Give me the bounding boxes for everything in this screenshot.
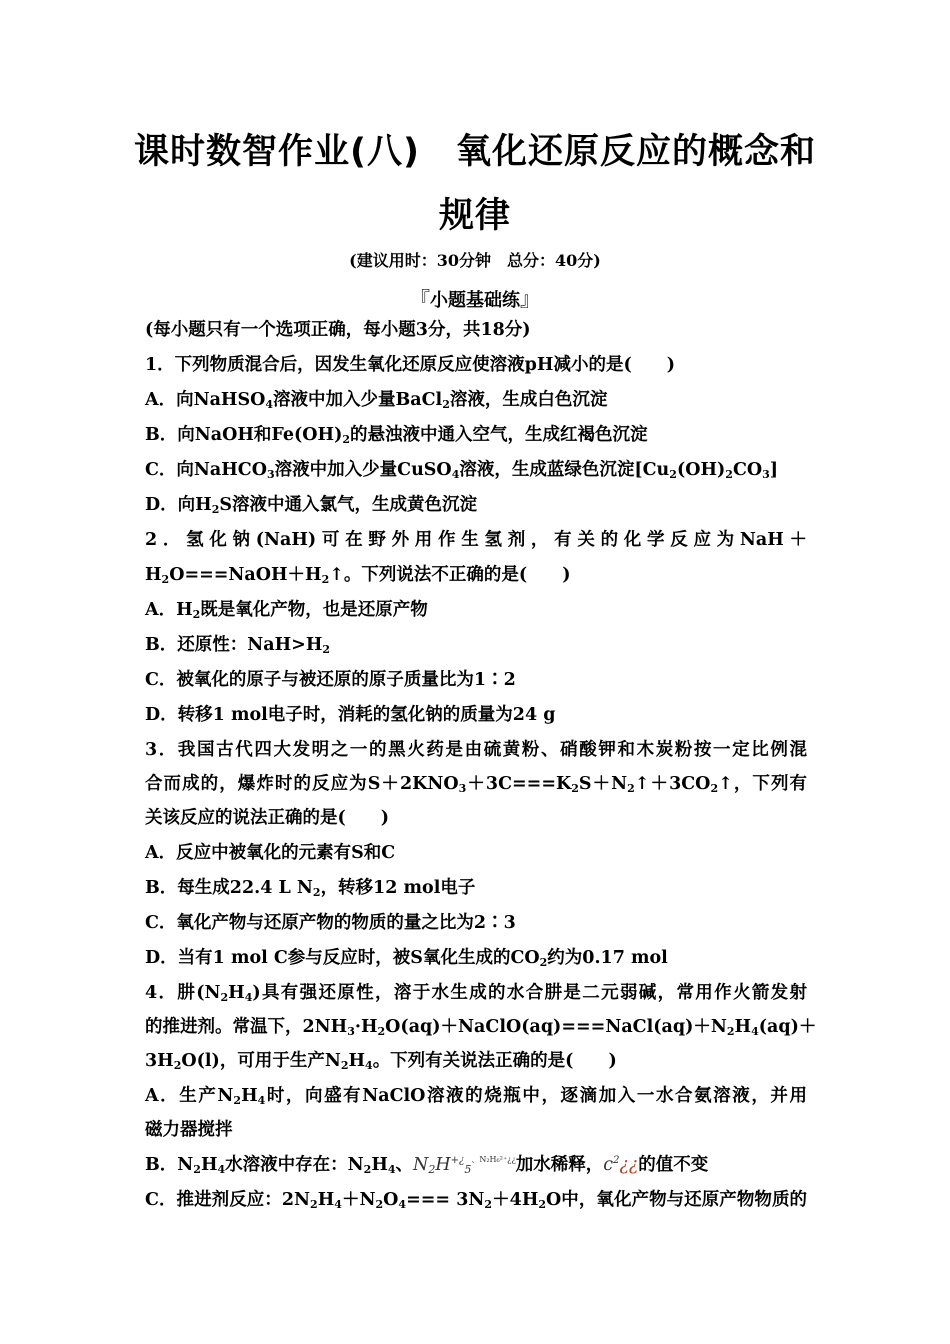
q3-option-a: A．反应中被氧化的元素有S和C: [145, 843, 396, 863]
section-bracket-open: 『: [410, 287, 430, 311]
formula-image-1: $N_2H^{+¿}_5^{、N_2H_6^{2+}¿¿}$: [413, 1155, 516, 1176]
q4-stem-line-3: $3H_2O(l)$，可用于生产$N_2H_4$。下列有关说法正确的是( ): [145, 1051, 617, 1072]
q3-option-d: D．当有1 mol C参与反应时，被S氧化生成的$CO_2$约为0.17 mol: [145, 948, 668, 969]
q3-option-b: B．每生成22.4 L $N_2$，转移12 mol电子: [145, 878, 476, 899]
q4-option-c: C．推进剂反应：$2N_2H_4+N_2O_4=== 3N_2+4H_2O$中，氧化产物与还原产物物质的: [145, 1190, 807, 1211]
formula-image-2: $c^2¿¿$: [603, 1155, 639, 1175]
page-title-line-2: 规律: [438, 196, 511, 236]
q2-option-b: B．还原性：$NaH>H_2$: [145, 635, 331, 656]
q1-option-c: C．向NaHCO$_3$溶液中加入少量CuSO$_4$溶液，生成蓝绿色沉淀$[Cu_2(OH)_2CO_3]$: [145, 460, 779, 481]
q3-option-c: C．氧化产物与还原产物的物质的量之比为2∶3: [145, 913, 516, 933]
q2-option-a: A．$H_2$既是氧化产物，也是还原产物: [145, 600, 428, 621]
q3-stem-line-3: 关该反应的说法正确的是( ): [145, 808, 390, 828]
page-title-line-1: 课时数智作业(八) 氧化还原反应的概念和: [134, 132, 816, 172]
q2-option-c: C．被氧化的原子与被还原的原子质量比为1∶2: [145, 670, 516, 690]
section-label: 小题基础练: [430, 290, 520, 311]
q2-stem-line-2: $H_2O===NaOH+H_2↑$。下列说法不正确的是( ): [145, 565, 571, 586]
q1-option-d: D．向$H_2S$溶液中通入氯气，生成黄色沉淀: [145, 495, 478, 516]
q3-stem-line-1: 3．我国古代四大发明之一的黑火药是由硫黄粉、硝酸钾和木炭粉按一定比例混: [145, 740, 807, 760]
q4-option-b: B．$N_2H_4$水溶液中存在：$N_2H_4$、$N_2H^{+¿}_5^{、N_2H_6^{2+}¿¿}$加水稀释，$c^2¿¿$的值不变: [145, 1155, 709, 1176]
q1-option-a: A．向NaHSO$_4$溶液中加入少量BaCl$_2$溶液，生成白色沉淀: [145, 390, 608, 411]
q4-option-a-line-2: 磁力器搅拌: [145, 1120, 233, 1140]
q4-stem-line-1: 4．肼$(N_2H_4)$具有强还原性，溶于水生成的水合肼是二元弱碱，常用作火箭发射: [145, 983, 808, 1004]
section-heading: [0, 283, 950, 312]
section-bracket-close: 』: [520, 287, 540, 311]
q3-stem-line-2: 合而成的，爆炸时的反应为$S+2KNO_3+3C===K_2S+N_2↑+3CO_2↑$，下列有: [145, 774, 808, 795]
q1-option-b: B．向NaOH和$Fe(OH)_2$的悬浊液中通入空气，生成红褐色沉淀: [145, 425, 648, 446]
q2-option-d: D．转移1 mol电子时，消耗的氢化钠的质量为24 g: [145, 705, 556, 725]
q4-stem-line-2: 的推进剂。常温下，$2NH_3\cdot H_2O(aq)+NaClO(aq)===NaCl(aq)+N_2H_4(aq)+$: [145, 1017, 817, 1038]
q4-option-a-line-1: A．生产$N_2H_4$时，向盛有NaClO溶液的烧瓶中，逐滴加入一水合氨溶液，并用: [145, 1086, 808, 1107]
instruction-text: (每小题只有一个选项正确，每小题3分，共18分): [145, 320, 531, 340]
q2-stem-line-1: 2．氢化钠(NaH)可在野外用作生氢剂，有关的化学反应为NaH＋: [145, 530, 807, 550]
time-and-score-note: (建议用时：30分钟 总分：40分): [349, 251, 601, 270]
q1-stem: 1．下列物质混合后，因发生氧化还原反应使溶液pH减小的是( ): [145, 355, 676, 375]
